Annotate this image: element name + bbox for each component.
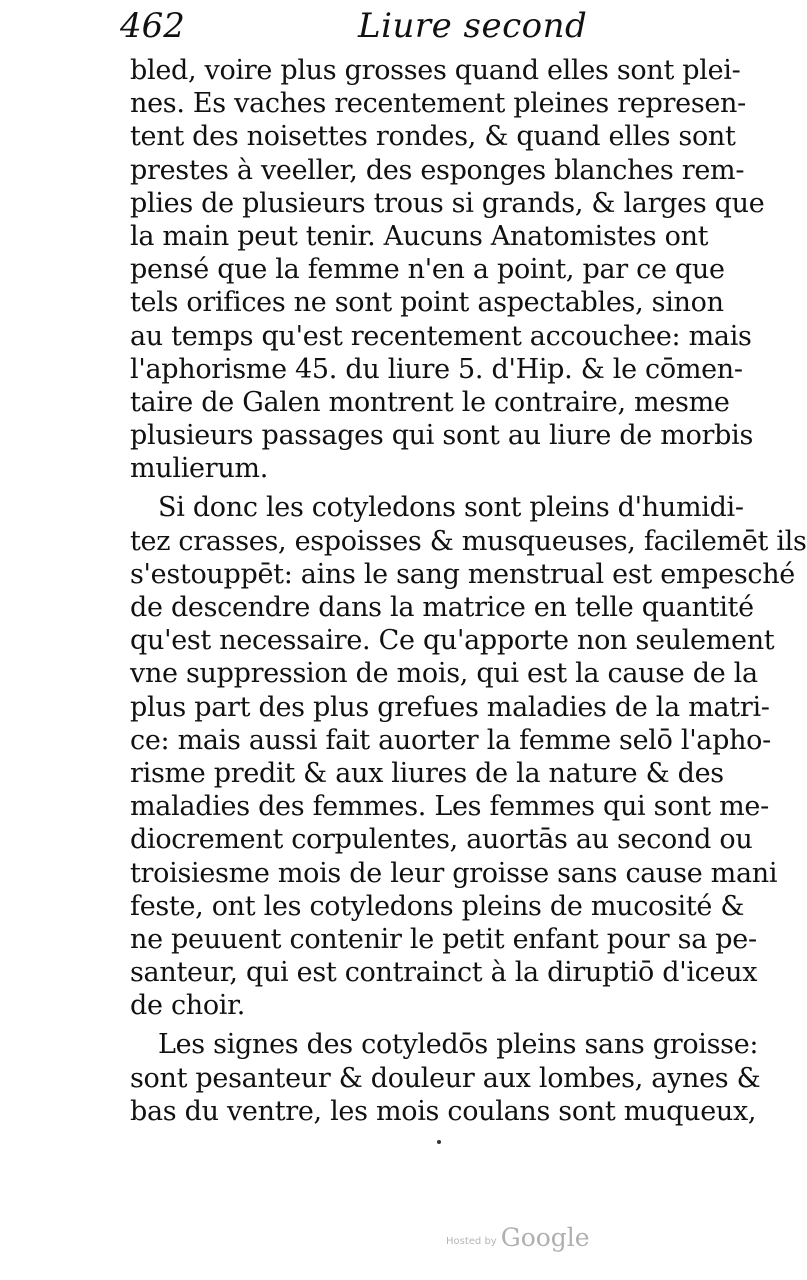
text-line: tent des noisettes rondes, & quand elles sont [130,121,736,153]
ink-dot [437,1140,441,1144]
text-line: risme predit & aux liures de la nature & des [130,757,724,789]
text-line: pensé que la femme n'en a point, par ce que [130,254,725,286]
text-line: sont pesanteur & douleur aux lombes, aynes & [130,1062,761,1094]
text-line: s'estouppēt: ains le sang menstrual est empesché [130,558,795,590]
text-line: maladies des femmes. Les femmes qui sont me- [130,791,769,823]
text-line: plies de plusieurs trous si grands, & larges que [130,187,765,219]
page-number: 462 [120,6,185,46]
google-logo: Google [500,1223,590,1252]
text-line: au temps qu'est recentement accouchee: mais [130,320,752,352]
text-line: ce: mais aussi fait auorter la femme selō l'apho- [130,724,771,756]
text-line: diocrement corpulentes, auortās au second ou [130,824,753,856]
page-header [120,6,600,46]
text-line: taire de Galen montrent le contraire, mesme [130,386,730,418]
text-line: de descendre dans la matrice en telle quantité [130,592,754,623]
text-line: Si donc les cotyledons sont pleins d'humidi- [158,492,744,524]
body-text [130,54,807,1128]
text-line: prestes à veeller, des esponges blanches rem- [130,154,745,186]
text-line: l'aphorisme 45. du liure 5. d'Hip. & le cōmen- [130,353,743,385]
text-line: nes. Es vaches recentement pleines represen- [130,88,746,120]
text-line: tez crasses, espoisses & musqueuses, facilemēt ils [130,525,807,557]
hosted-by-google-watermark [446,1222,590,1252]
watermark-prefix: Hosted by [446,1236,497,1247]
text-line: santeur, qui est contrainct à la diruptiō d'iceux [130,957,758,989]
text-line: plus part des plus grefues maladies de la matri- [130,691,770,723]
text-line: Les signes des cotyledōs pleins sans groisse: [158,1029,759,1061]
text-line: feste, ont les cotyledons pleins de mucosité & [130,890,745,922]
text-line: ne peuuent contenir le petit enfant pour sa pe- [130,923,757,955]
text-line: plusieurs passages qui sont au liure de morbis [130,420,754,452]
text-line: de choir. [130,990,246,1022]
text-line: la main peut tenir. Aucuns Anatomistes ont [130,220,709,252]
text-line: bas du ventre, les mois coulans sont muqueux, [130,1095,757,1127]
running-head: Liure second [358,6,588,46]
text-line: tels orifices ne sont point aspectables, sinon [130,287,724,319]
text-line: bled, voire plus grosses quand elles sont plei- [130,55,741,86]
text-line: qu'est necessaire. Ce qu'apporte non seulement [130,625,775,657]
text-line: mulierum. [130,453,269,485]
text-line: vne suppression de mois, qui est la cause de la [130,658,758,690]
text-line: troisiesme mois de leur groisse sans cause mani [130,857,778,889]
